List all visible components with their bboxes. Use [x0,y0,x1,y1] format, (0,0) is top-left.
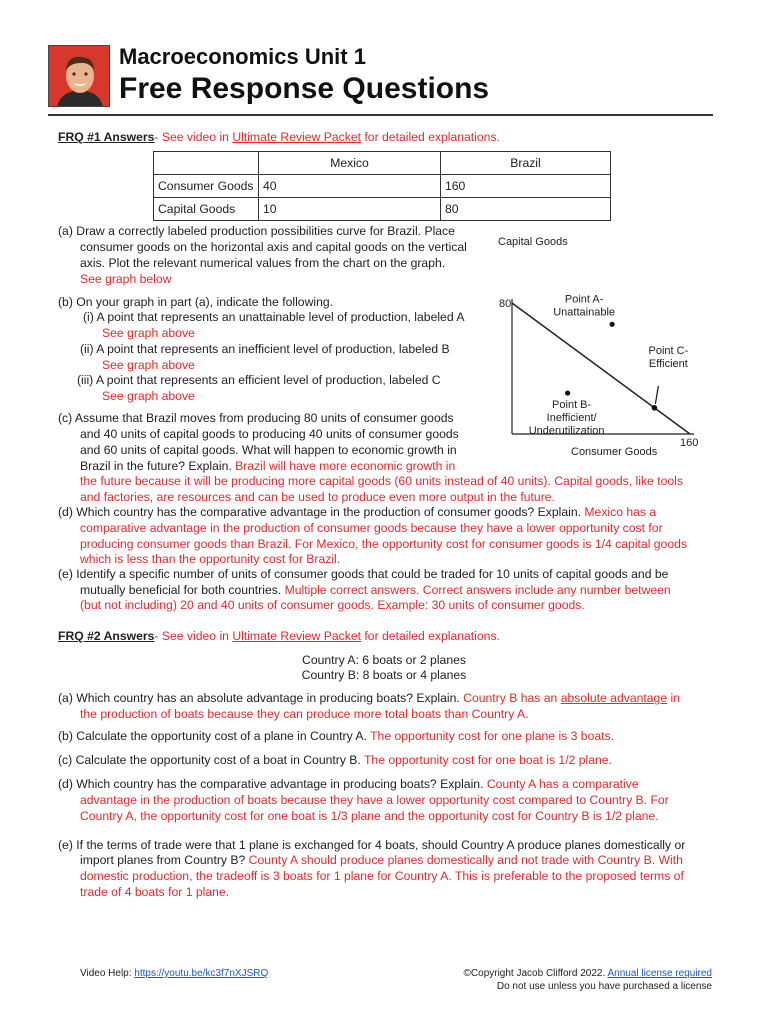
frq1-b-iii: (iii) A point that represents an efficient level of production, labeled C [77,373,441,387]
frq2-heading [58,628,500,644]
ppc-chart [493,230,713,460]
frq1-review-packet-link[interactable]: Ultimate Review Packet [232,130,362,144]
table-cell: 80 [441,198,611,221]
author-photo [48,45,110,107]
header-divider [48,114,713,116]
frq1-b-i: (i) A point that represents an unattainable level of production, labeled A [83,310,465,324]
author-photo-illustration [49,46,110,107]
frq2-c-answer: The opportunity cost for one boat is 1/2 plane. [363,753,612,767]
frq1-d-answer1: comparative advantage in the production of consumer goods because they have a lower opportunity cost for [80,521,663,535]
frq2-a-absolute-advantage: absolute advantage [560,691,668,705]
frq1-c-line3: and 60 units of capital goods. What will happen to economic growth in [80,443,457,457]
point-a-label: Unattainable [553,306,616,319]
copyright-line [464,968,712,979]
frq2-label: FRQ #2 Answers [58,629,155,643]
frq1-e-answer-start: Multiple correct answers. Correct answers include any number between [284,583,671,597]
frq1-e-line1: (e) Identify a specific number of units of consumer goods that could be traded for 10 units of capital goods and be [58,567,669,581]
frq1-b-i-answer: See graph above [102,326,195,340]
table-row [154,175,611,198]
frq1-b-ii-answer: See graph above [102,358,195,372]
frq2-d-line1 [58,776,639,792]
frq1-see-prefix: - See video in [154,130,233,144]
frq2-d-answer2: Country A, the opportunity cost for one boat is 1/3 plane and the opportunity cost for Country B is 1/2 plane. [80,809,659,823]
point-c-marker [652,405,658,411]
frq1-a-line1: (a) Draw a correctly labeled production possibilities curve for Brazil. Place [58,224,455,238]
frq1-d-answer2: producing consumer goods than Brazil. For Mexico, the opportunity cost for consumer goods is 1/4 capital goods [80,537,687,551]
frq1-c-line2: and 40 units of capital goods to producing 40 units of consumer goods [80,427,459,441]
frq1-c-question-end: Brazil in the future? Explain. [80,459,236,473]
frq1-see-suffix: for detailed explanations. [361,130,500,144]
point-b-marker [565,390,570,395]
frq1-d-answer3: which is less than the opportunity cost for Brazil. [80,552,341,566]
frq2-a-answer-in: in [667,691,680,705]
frq1-b-ii: (ii) A point that represents an inefficient level of production, labeled B [80,342,450,356]
table-header-row [154,152,611,175]
table-header-mexico: Mexico [259,152,441,175]
frq2-c-question: (c) Calculate the opportunity cost of a boat in Country B. [58,753,364,767]
frq2-c-line [58,752,612,768]
table-header-cell [154,152,259,175]
frq1-c-answer-start: Brazil will have more economic growth in [235,459,456,473]
copyright-text: ©Copyright Jacob Clifford 2022. [463,968,608,979]
frq2-d-question: (d) Which country has the comparative advantage in producing boats? Explain. [58,777,487,791]
frq1-e-answer: (but not including) 20 and 40 units of consumer goods. Example: 30 units of consumer goods. [80,598,585,612]
frq2-e-question-end: import planes from Country B? [80,853,249,867]
frq1-a-answer: See graph below [80,272,172,286]
frq2-a-answer-start: Country B has an [463,691,561,705]
table-header-brazil: Brazil [441,152,611,175]
frq1-e-line2 [80,582,671,598]
production-table [153,151,611,221]
frq2-see-prefix: - See video in [154,629,233,643]
point-c-arrow [655,386,658,404]
frq1-c-answer1: the future because it will be producing more capital goods (60 units instead of 40 units). Capital goods, like tools [80,474,683,488]
point-b-label: Point B- [552,399,592,412]
frq1-d-answer-start: Mexico has a [584,505,657,519]
video-help-link[interactable]: https://youtu.be/kc3f7nXJSRQ [134,968,269,979]
frq1-e-question-end: mutually beneficial for both countries. [80,583,285,597]
page-subtitle: Free Response Questions [119,72,490,105]
frq1-d-question: (d) Which country has the comparative advantage in the production of consumer goods? Explain. [58,505,585,519]
frq1-c-line4 [80,458,455,474]
frq1-a-line2: consumer goods on the horizontal axis and capital goods on the vertical [80,240,467,254]
ppc-chart-svg [493,230,713,460]
x-axis-label: Consumer Goods [571,446,658,458]
frq2-b-answer: The opportunity cost for one plane is 3 boats. [370,729,614,743]
video-help-label: Video Help: [80,968,135,979]
frq2-e-line2 [80,852,683,868]
point-c-label: Point C- [648,344,689,357]
table-cell: Consumer Goods [154,175,259,198]
country-b-info: Country B: 8 boats or 4 planes [301,668,467,682]
frq2-b-line [58,728,614,744]
y-tick-label: 80 [499,298,512,310]
y-axis-label: Capital Goods [498,236,568,248]
frq1-label: FRQ #1 Answers [58,130,155,144]
frq1-a-line3: axis. Plot the relevant numerical values from the chart on the graph. [80,256,446,270]
table-row [154,198,611,221]
table-cell: 10 [259,198,441,221]
frq1-c-answer2: and factories, are resources and can be used to produce even more output in the future. [80,490,555,504]
table-cell: 40 [259,175,441,198]
frq2-e-answer1: domestic production, the tradeoff is 3 boats for 1 plane for Country A. This is preferable to the proposed terms of [80,869,684,883]
frq2-b-question: (b) Calculate the opportunity cost of a plane in Country A. [58,729,371,743]
frq2-e-answer2: trade of 4 boats for 1 plane. [80,885,230,899]
table-cell: Capital Goods [154,198,259,221]
point-a-label: Point A- [564,293,604,306]
frq2-e-line1: (e) If the terms of trade were that 1 plane is exchanged for 4 boats, should Country A produce planes domestically or [58,838,686,852]
x-tick-label: 160 [680,437,699,449]
frq2-e-answer-start: County A should produce planes domestically and not trade with Country B. With [248,853,683,867]
frq2-a-question: (a) Which country has an absolute advantage in producing boats? Explain. [58,691,464,705]
frq2-review-packet-link[interactable]: Ultimate Review Packet [232,629,362,643]
frq1-b-iii-answer: See graph above [102,389,195,403]
frq2-a-line1 [58,690,680,706]
point-a-marker [610,322,615,327]
frq1-b-line1: (b) On your graph in part (a), indicate the following. [58,295,334,309]
frq1-c-line1: (c) Assume that Brazil moves from producing 80 units of consumer goods [58,411,454,425]
frq2-d-answer-start: County A has a comparative [486,777,639,791]
frq2-d-answer1: advantage in the production of boats because they have a lower opportunity cost compared to Country B. For [80,793,669,807]
license-link[interactable]: Annual license required [607,968,712,979]
point-b-label: Underutilization [528,425,605,438]
point-b-label: Inefficient/ [546,412,597,425]
video-help [80,968,268,979]
page-title: Macroeconomics Unit 1 [119,44,366,69]
frq2-see-suffix: for detailed explanations. [361,629,500,643]
country-a-info: Country A: 6 boats or 2 planes [302,653,466,667]
point-c-label: Efficient [648,357,688,370]
frq2-a-answer: the production of boats because they can produce more total boats than Country A. [80,707,529,721]
license-notice: Do not use unless you have purchased a license [496,981,712,992]
table-cell: 160 [441,175,611,198]
frq1-heading [58,129,500,145]
frq1-d-line1 [58,504,656,520]
